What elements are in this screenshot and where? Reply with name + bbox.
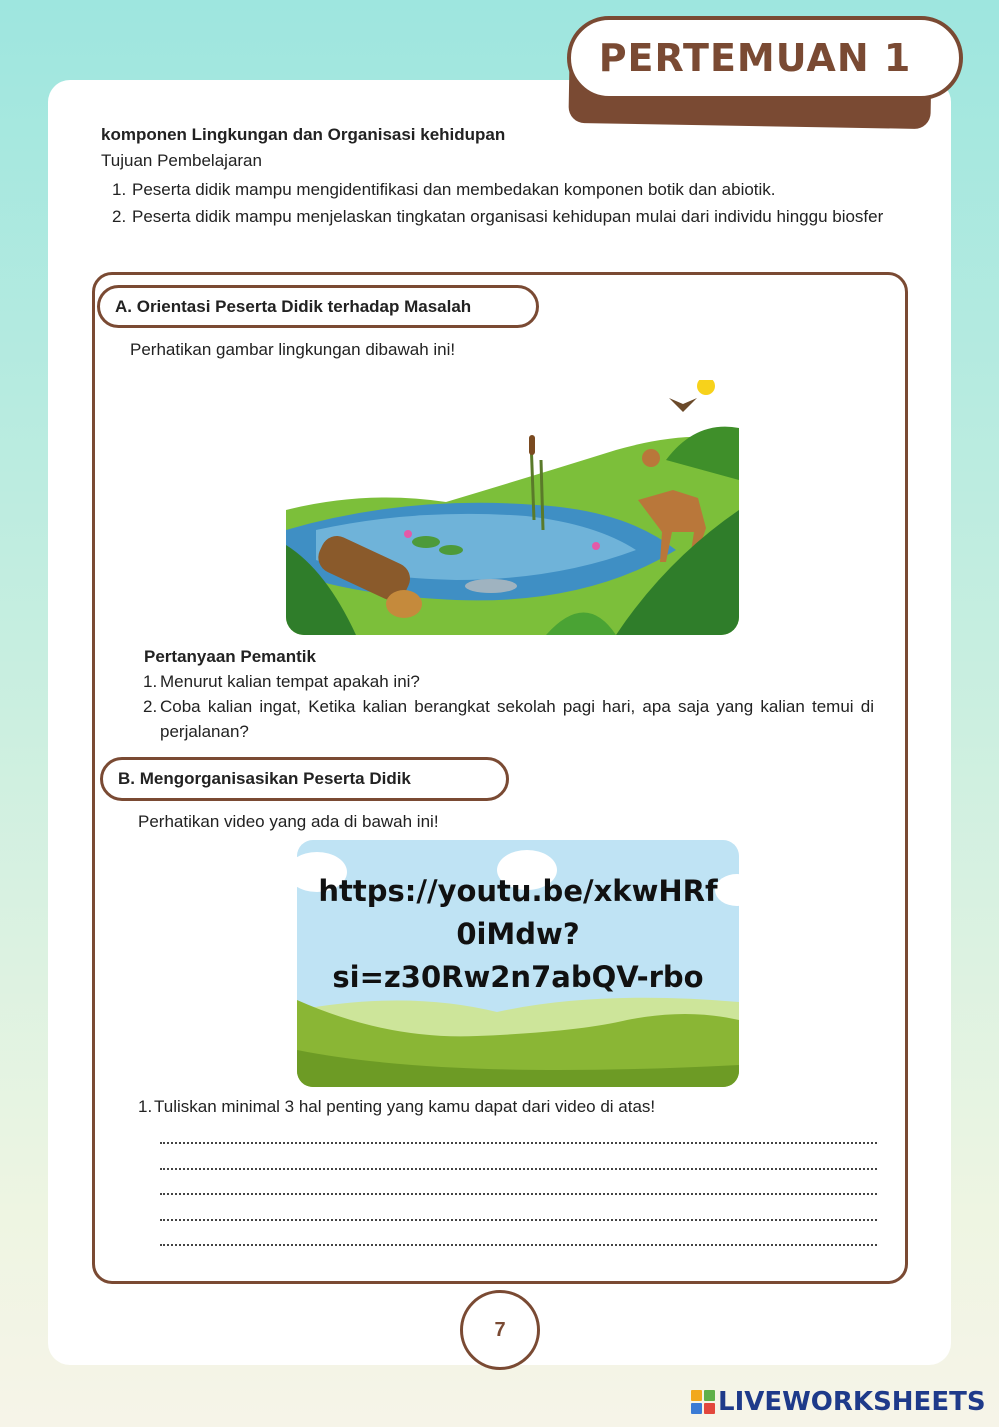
logo-grid-icon xyxy=(691,1390,715,1414)
section-a-instruction: Perhatikan gambar lingkungan dibawah ini! xyxy=(130,340,456,359)
banner-title: PERTEMUAN 1 xyxy=(598,36,912,80)
question-number: 1. xyxy=(143,672,158,691)
task-number: 1. xyxy=(138,1097,153,1116)
objective-text: Peserta didik mampu mengidentifikasi dan membedakan komponen botik dan abiotik. xyxy=(132,180,776,199)
objectives-title: Tujuan Pembelajaran xyxy=(101,151,262,170)
answer-line[interactable] xyxy=(160,1168,877,1170)
objective-text: Peserta didik mampu menjelaskan tingkatan organisasi kehidupan mulai dari individu hinggu biosfer xyxy=(132,207,884,226)
questions-list xyxy=(143,669,874,744)
question-text: Menurut kalian tempat apakah ini? xyxy=(160,672,420,691)
section-b-instruction: Perhatikan video yang ada di bawah ini! xyxy=(138,812,439,831)
section-a-title: A. Orientasi Peserta Didik terhadap Masalah xyxy=(97,285,539,328)
questions-title: Pertanyaan Pemantik xyxy=(144,647,316,666)
task-item xyxy=(138,1097,655,1117)
question-item xyxy=(143,694,874,744)
answer-line[interactable] xyxy=(160,1142,877,1144)
task-text: Tuliskan minimal 3 hal penting yang kamu dapat dari video di atas! xyxy=(154,1097,656,1116)
question-text: Coba kalian ingat, Ketika kalian berangkat sekolah pagi hari, apa saja yang kalian temui di perjalanan? xyxy=(160,697,874,741)
page-number: 7 xyxy=(460,1290,540,1370)
question-item xyxy=(143,669,874,694)
liveworksheets-logo xyxy=(691,1387,986,1417)
meeting-banner xyxy=(567,16,963,100)
answer-line[interactable] xyxy=(160,1244,877,1246)
objective-number: 1. xyxy=(112,180,127,199)
brand-name: LIVEWORKSHEETS xyxy=(718,1387,986,1417)
ecosystem-illustration xyxy=(286,380,739,635)
section-b-title: B. Mengorganisasikan Peserta Didik xyxy=(100,757,509,801)
objective-item xyxy=(112,203,902,230)
topic-title: komponen Lingkungan dan Organisasi kehidupan xyxy=(101,125,506,144)
question-number: 2. xyxy=(143,697,158,716)
video-url[interactable]: https://youtu.be/xkwHRf 0iMdw? si=z30Rw2n7abQV-rbo xyxy=(318,874,718,994)
answer-line[interactable] xyxy=(160,1219,877,1221)
objective-number: 2. xyxy=(112,207,127,226)
video-link-card[interactable] xyxy=(297,840,739,1087)
objective-item xyxy=(112,176,902,203)
answer-line[interactable] xyxy=(160,1193,877,1195)
objectives-list xyxy=(112,176,902,230)
